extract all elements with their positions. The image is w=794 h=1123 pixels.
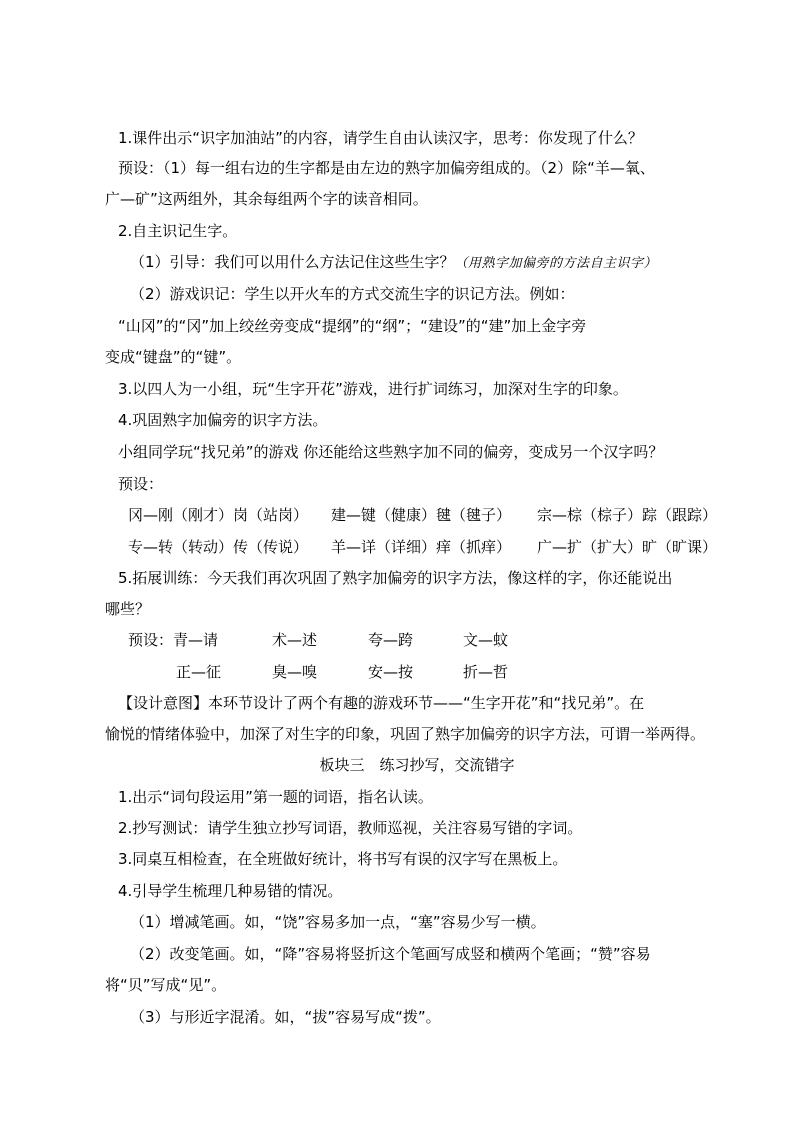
paragraph-section3-step-1: 1.出示“词句段运用”第一题的词语，指名认读。 <box>118 788 433 806</box>
paragraph-guide <box>0 252 794 274</box>
preset-word-4: 文—蚊 <box>463 631 509 649</box>
design-intent: 【设计意图】本环节设计了两个有趣的游戏环节——“生字开花”和“找兄弟”。在 <box>118 694 645 712</box>
section-heading: 板块三 练习抄写，交流错字 <box>319 756 515 774</box>
paragraph-preset-1-cont: 广—矿”这两组外，其余每组两个字的读音相同。 <box>105 190 428 208</box>
word-group-2a: 专—转（转动）传（传说） <box>128 538 309 556</box>
paragraph-step-4: 4.巩固熟字加偏旁的识字方法。 <box>118 411 328 429</box>
paragraph-game: （2）游戏识记：学生以开火车的方式交流生字的识记方法。例如： <box>130 285 575 303</box>
paragraph-example: “山冈”的“冈”加上绞丝旁变成“提纲”的“纲”；“建设”的“建”加上金字旁 <box>118 317 587 335</box>
paragraph-error-2: （2）改变笔画。如，“降”容易将竖折这个笔画写成竖和横两个笔画；“赞”容易 <box>130 945 651 963</box>
paragraph-example-cont: 变成“键盘”的“键”。 <box>105 348 242 366</box>
paragraph-error-3: （3）与形近字混淆。如，“拔”容易写成“拨”。 <box>130 1008 441 1026</box>
word-group-1c: 宗—棕（棕子）踪（跟踪） <box>537 506 718 524</box>
word-group-1b: 建—键（健康）毽（毽子） <box>331 506 512 524</box>
word-group-2c: 广—扩（扩大）旷（旷课） <box>537 538 718 556</box>
paragraph-step-2: 2.自主识记生字。 <box>118 222 238 240</box>
paragraph-step-3: 3.以四人为一小组，玩“生字开花”游戏，进行扩词练习，加深对生字的印象。 <box>118 380 628 398</box>
paragraph-find-brothers: 小组同学玩“找兄弟”的游戏 你还能给这些熟字加不同的偏旁，变成另一个汉字吗？ <box>118 443 664 461</box>
paragraph-section3-step-2: 2.抄写测试：请学生独立抄写词语，教师巡视，关注容易写错的字词。 <box>118 819 583 837</box>
paragraph-step-5-cont: 哪些？ <box>105 600 151 618</box>
word-group-2b: 羊—详（详细）痒（抓痒） <box>331 538 512 556</box>
preset-word-8: 折—哲 <box>463 663 509 681</box>
design-intent-cont: 愉悦的情绪体验中，加深了对生字的印象，巩固了熟字加偏旁的识字方法，可谓一举两得。 <box>105 725 706 743</box>
paragraph-step-1: 1.课件出示“识字加油站”的内容，请学生自由认读汉字，思考：你发现了什么？ <box>118 129 643 147</box>
preset-word-5: 正—征 <box>176 663 222 681</box>
paragraph-error-1: （1）增减笔画。如，“饶”容易多加一点，“塞”容易少写一横。 <box>130 913 546 931</box>
guide-note: （用熟字加偏旁的方法自主识字） <box>454 256 658 271</box>
preset-word-3: 夸—跨 <box>368 631 414 649</box>
preset-word-2: 术—述 <box>272 631 318 649</box>
paragraph-preset-1: 预设：（1）每一组右边的生字都是由左边的熟字加偏旁组成的。（2）除“羊—氧、 <box>118 159 655 177</box>
preset-word-6: 臭—嗅 <box>272 663 318 681</box>
paragraph-error-2-cont: 将“贝”写成“见”。 <box>105 976 227 994</box>
paragraph-step-5: 5.拓展训练：今天我们再次巩固了熟字加偏旁的识字方法，像这样的字，你还能说出 <box>118 569 673 587</box>
paragraph-section3-step-3: 3.同桌互相检查，在全班做好统计，将书写有误的汉字写在黑板上。 <box>118 850 568 868</box>
guide-text: （1）引导：我们可以用什么方法记住这些生字？ <box>130 253 455 271</box>
word-group-1a: 冈—刚（刚才）岗（站岗） <box>128 506 309 524</box>
preset-word-7: 安—按 <box>368 663 414 681</box>
paragraph-section3-step-4: 4.引导学生梳理几种易错的情况。 <box>118 882 343 900</box>
preset-word-1: 预设：青—请 <box>128 631 219 649</box>
paragraph-preset-2: 预设： <box>118 475 164 493</box>
